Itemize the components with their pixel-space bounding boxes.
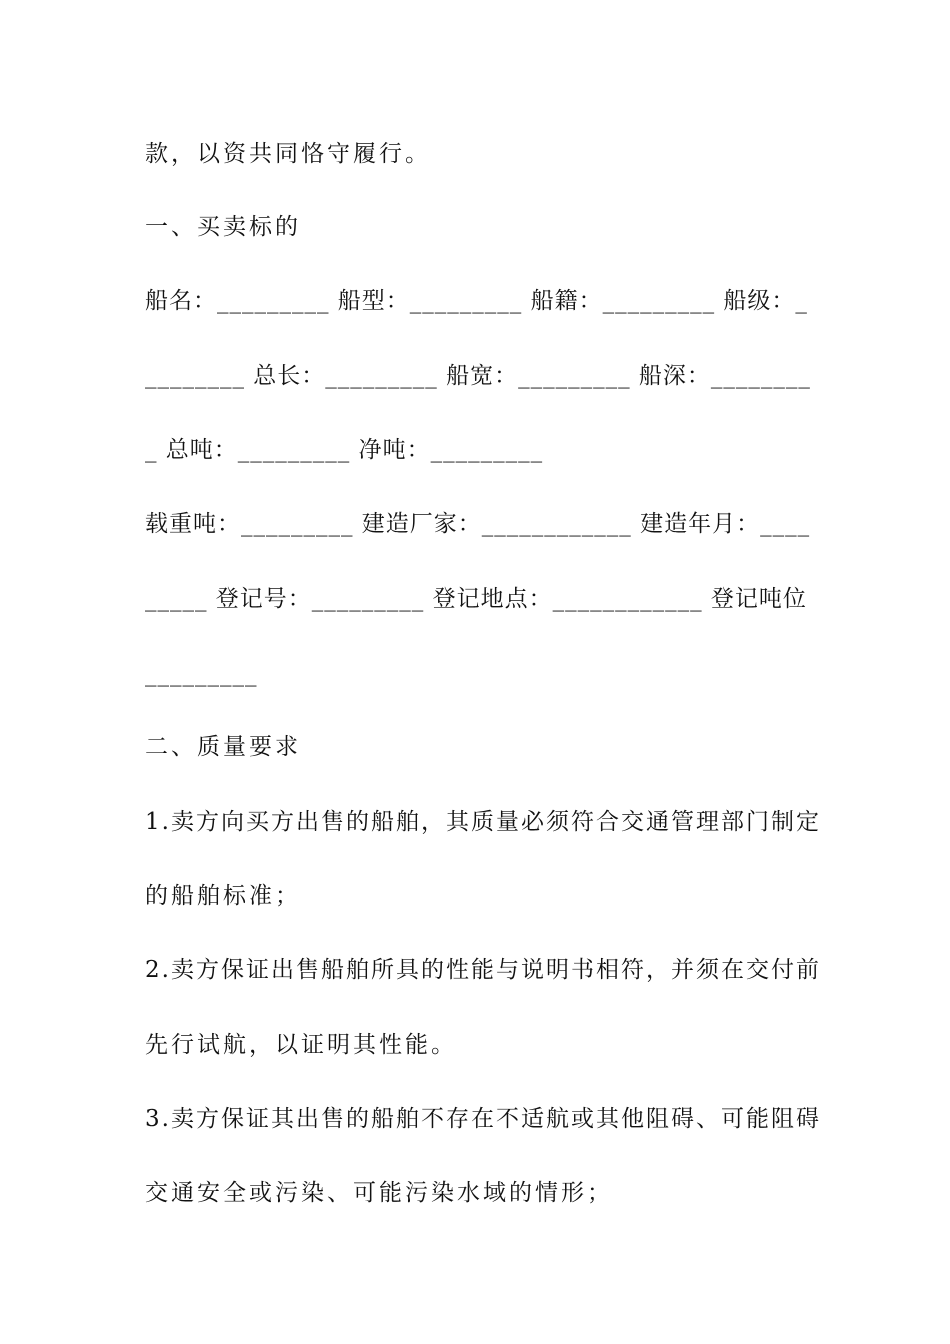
text-line: 款，以资共同恪守履行。 [145,141,431,167]
section-heading: 一、买卖标的 [145,214,301,240]
text-line: 2.卖方保证出售船舶所具的性能与说明书相符，并须在交付前 [145,957,821,983]
text-line: _ 总吨：_________ 净吨：_________ [145,437,544,463]
section-heading: 二、质量要求 [145,734,301,760]
text-line: 3.卖方保证其出售的船舶不存在不适航或其他阻碍、可能阻碍 [145,1106,821,1132]
text-line: _____ 登记号：_________ 登记地点：____________ 登记吨位 [145,586,807,612]
text-line: 先行试航，以证明其性能。 [145,1032,457,1058]
text-line: _________ [145,661,258,687]
text-line: 1.卖方向买方出售的船舶，其质量必须符合交通管理部门制定 [145,809,821,835]
text-line: ________ 总长：_________ 船宽：_________ 船深：________ [145,363,811,389]
text-line: 的船舶标准； [145,883,301,909]
text-line: 船名：_________ 船型：_________ 船籍：_________ 船级：_ [145,288,808,314]
text-line: 载重吨：_________ 建造厂家：____________ 建造年月：____ [145,511,811,537]
text-line: 交通安全或污染、可能污染水域的情形； [145,1180,613,1206]
